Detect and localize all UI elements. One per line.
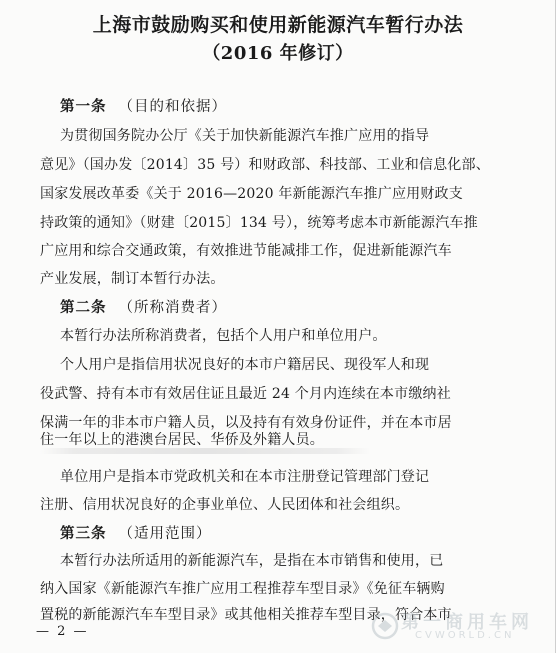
document-subtitle: （2016 年修订） bbox=[202, 43, 354, 64]
article-1-heading bbox=[60, 95, 227, 116]
watermark bbox=[371, 608, 547, 648]
article-2-tag: （所称消费者） bbox=[118, 300, 227, 316]
article-1-line: 广应用和综合交通政策，有效推进节能减排工作，促进新能源汽车 bbox=[40, 243, 452, 259]
article-1-tag: （目的和依据） bbox=[118, 99, 227, 115]
article-2-number: 第二条 bbox=[60, 299, 107, 316]
article-3-line: 纳入国家《新能源汽车推广应用工程推荐车型目录》《免征车辆购 bbox=[40, 581, 445, 597]
article-2-line: 住一年以上的港澳台居民、华侨及外籍人员。 bbox=[40, 432, 324, 448]
document-title: 上海市鼓励购买和使用新能源汽车暂行办法 bbox=[92, 14, 464, 36]
article-1-line: 产业发展，制订本暂行办法。 bbox=[40, 271, 225, 287]
watermark-subtext: CVWORLD.CN bbox=[415, 630, 515, 641]
article-2-line: 注册、信用状况良好的企事业单位、人民团体和社会组织。 bbox=[40, 497, 410, 513]
article-1-line: 为贯彻国务院办公厅《关于加快新能源汽车推广应用的指导 bbox=[60, 128, 430, 144]
article-3-heading bbox=[60, 522, 212, 543]
scan-artifact bbox=[40, 448, 370, 454]
article-1-line: 持政策的通知》（财建〔2015〕134 号），统筹考虑本市新能源汽车推 bbox=[40, 215, 478, 231]
watermark-logo-icon bbox=[371, 612, 399, 640]
page-number: — 2 — bbox=[36, 624, 89, 639]
article-1-number: 第一条 bbox=[60, 98, 107, 115]
article-2-heading bbox=[60, 296, 227, 317]
article-1-line: 意见》（国办发〔2014〕35 号）和财政部、科技部、工业和信息化部、 bbox=[40, 157, 490, 173]
article-2-line: 单位用户是指本市党政机关和在本市注册登记管理部门登记 bbox=[60, 469, 430, 485]
article-1-line: 国家发展改革委《关于 2016—2020 年新能源汽车推广应用财政支 bbox=[40, 186, 463, 202]
article-3-line: 本暂行办法所适用的新能源汽车，是指在本市销售和使用，已 bbox=[60, 553, 444, 569]
article-3-line: 置税的新能源汽车车型目录》或其他相关推荐车型目录，符合本市 bbox=[40, 607, 452, 623]
article-2-line: 个人用户是指信用状况良好的本市户籍居民、现役军人和现 bbox=[60, 357, 430, 373]
article-3-tag: （适用范围） bbox=[118, 526, 212, 542]
article-3-number: 第三条 bbox=[60, 525, 107, 542]
article-2-paragraph-1: 本暂行办法所称消费者，包括个人用户和单位用户。 bbox=[60, 328, 387, 344]
article-2-line: 保满一年的非本市户籍人员，以及持有有效身份证件，并在本市居 bbox=[40, 415, 452, 431]
watermark-text: 第一商用车网 bbox=[401, 612, 533, 633]
article-2-line: 役武警、持有本市有效居住证且最近 24 个月内连续在本市缴纳社 bbox=[40, 386, 451, 402]
